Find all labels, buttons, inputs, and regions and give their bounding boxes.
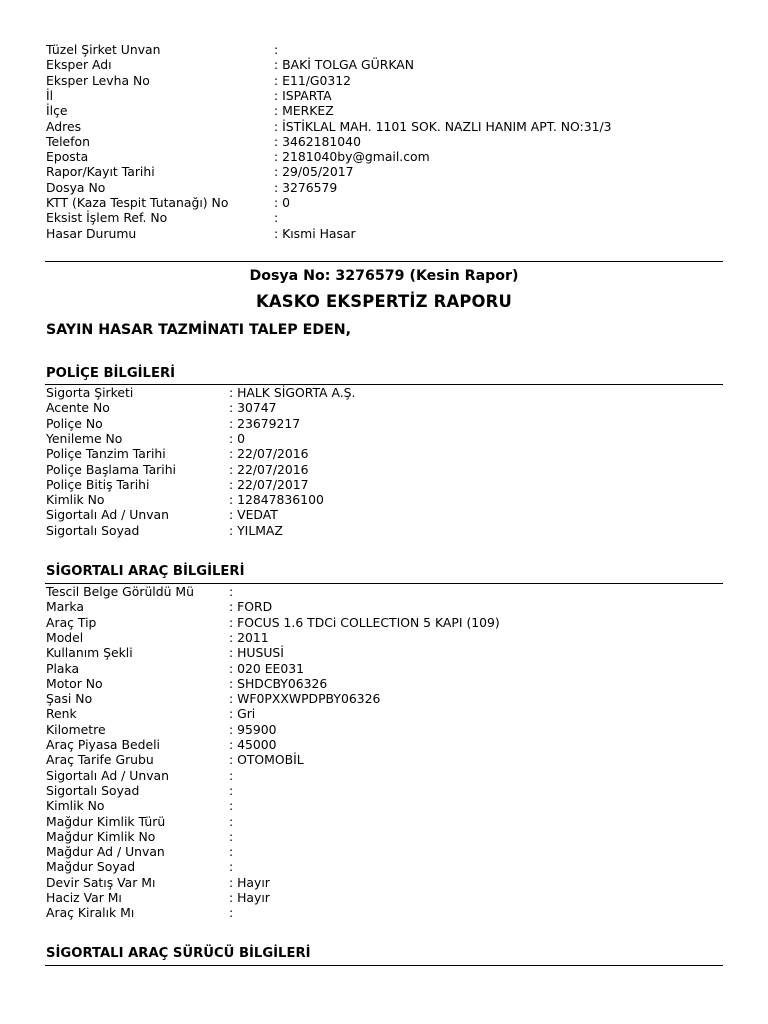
field-value: : (274, 42, 279, 57)
field-label: Sigorta Şirketi (46, 385, 134, 400)
field-value: : YILMAZ (229, 522, 283, 538)
field-label: Yenileme No (46, 430, 123, 446)
field-value: : HALK SİGORTA A.Ş. (229, 385, 356, 400)
field-value: : (229, 859, 234, 875)
greeting: SAYIN HASAR TAZMİNATI TALEP EDEN, (46, 322, 352, 338)
field-label: Devir Satış Var Mı (46, 874, 156, 890)
field-label: İl (46, 87, 54, 103)
divider (45, 965, 723, 966)
field-label: Kilometre (46, 721, 106, 737)
field-value: : SHDCBY06326 (229, 675, 328, 691)
field-value: : FOCUS 1.6 TDCi COLLECTION 5 KAPI (109) (229, 614, 500, 630)
field-label: Motor No (46, 675, 103, 691)
field-value: : (229, 782, 234, 798)
field-label: Kullanım Şekli (46, 645, 133, 661)
field-label: Eksper Levha No (46, 72, 150, 88)
field-value: : 29/05/2017 (274, 164, 354, 180)
section-heading-policy: POLİÇE BİLGİLERİ (46, 366, 176, 381)
report-title: KASKO EKSPERTİZ RAPORU (255, 292, 513, 311)
field-value: : 0 (229, 430, 245, 446)
field-label: Sigortalı Ad / Unvan (46, 507, 169, 523)
field-value: : Gri (229, 706, 256, 722)
field-value: : VEDAT (229, 507, 278, 523)
field-value: : OTOMOBİL (229, 752, 304, 768)
field-value: : (229, 584, 234, 599)
field-label: Poliçe Bitiş Tarihi (46, 476, 150, 492)
field-label: Eksist İşlem Ref. No (46, 210, 168, 226)
field-label: Marka (46, 599, 84, 615)
field-label: Mağdur Kimlik Türü (46, 813, 166, 829)
field-value: : 23679217 (229, 415, 301, 431)
field-label: Plaka (46, 660, 80, 676)
field-label: Poliçe Tanzim Tarihi (46, 446, 166, 462)
field-value: : MERKEZ (274, 103, 334, 119)
field-value: : Hayır (229, 890, 270, 905)
field-label: Adres (46, 118, 82, 134)
field-label: Mağdur Ad / Unvan (46, 844, 165, 860)
field-label: Araç Tip (46, 614, 97, 630)
field-label: Hasar Durumu (46, 225, 137, 241)
field-value: : Hayır (229, 874, 270, 890)
field-value: : WF0PXXWPDPBY06326 (229, 691, 381, 707)
field-value: : (274, 210, 279, 226)
field-label: Acente No (46, 400, 110, 416)
field-value: : Kısmi Hasar (274, 225, 356, 241)
field-value: : E11/G0312 (274, 72, 352, 88)
field-value: : (229, 798, 234, 814)
field-value: : 12847836100 (229, 492, 324, 508)
field-value: : 22/07/2017 (229, 476, 309, 492)
field-value: : 30747 (229, 400, 277, 416)
field-value: : 2011 (229, 629, 269, 645)
field-label: Rapor/Kayıt Tarihi (46, 164, 155, 180)
field-label: Eksper Adı (46, 57, 112, 73)
field-value: : FORD (229, 599, 273, 615)
field-label: Haciz Var Mı (46, 890, 122, 905)
field-label: Dosya No (46, 179, 106, 195)
field-value: : 3276579 (274, 179, 338, 195)
field-value: : 45000 (229, 737, 277, 752)
field-label: İlçe (46, 103, 68, 119)
field-value: : 22/07/2016 (229, 446, 309, 462)
field-value: : (229, 905, 234, 921)
field-label: Sigortalı Soyad (46, 782, 140, 798)
field-label: Poliçe Başlama Tarihi (46, 461, 176, 477)
field-label: Şasi No (46, 691, 93, 707)
field-label: Araç Kiralık Mı (46, 905, 135, 921)
field-label: Araç Tarife Grubu (46, 752, 154, 768)
field-value: : (229, 813, 234, 829)
field-label: Tescil Belge Görüldü Mü (46, 584, 194, 599)
field-value: : HUSUSİ (229, 645, 284, 661)
field-value: : 22/07/2016 (229, 461, 309, 477)
field-label: Telefon (46, 133, 90, 149)
divider (45, 384, 723, 385)
field-value: : (229, 767, 234, 783)
field-value: : (229, 844, 234, 860)
field-label: Model (46, 629, 84, 645)
field-label: Tüzel Şirket Unvan (46, 42, 161, 57)
divider (45, 261, 723, 262)
section-heading-vehicle: SİGORTALI ARAÇ BİLGİLERİ (46, 564, 245, 579)
field-value: : İSTİKLAL MAH. 1101 SOK. NAZLI HANIM APT. NO:31/3 (274, 118, 612, 134)
field-value: : BAKİ TOLGA GÜRKAN (274, 57, 414, 73)
field-value: : (229, 828, 234, 844)
field-label: Mağdur Kimlik No (46, 828, 156, 844)
file-heading: Dosya No: 3276579 (Kesin Rapor) (249, 268, 519, 284)
field-label: Renk (46, 706, 77, 722)
field-value: : 2181040by@gmail.com (274, 149, 430, 165)
field-label: Poliçe No (46, 415, 103, 431)
field-label: Kimlik No (46, 798, 105, 814)
field-value: : ISPARTA (274, 87, 332, 103)
field-value: : 3462181040 (274, 133, 361, 149)
section-heading-driver: SİGORTALI ARAÇ SÜRÜCÜ BİLGİLERİ (46, 946, 311, 961)
field-value: : 0 (274, 195, 290, 210)
field-label: Sigortalı Soyad (46, 522, 140, 538)
field-label: KTT (Kaza Tespit Tutanağı) No (46, 195, 229, 210)
field-value: : 95900 (229, 721, 277, 737)
field-label: Sigortalı Ad / Unvan (46, 767, 169, 783)
field-label: Eposta (46, 149, 89, 165)
field-label: Kimlik No (46, 492, 105, 508)
field-label: Mağdur Soyad (46, 859, 136, 875)
field-value: : 020 EE031 (229, 660, 305, 676)
field-label: Araç Piyasa Bedeli (46, 737, 160, 752)
